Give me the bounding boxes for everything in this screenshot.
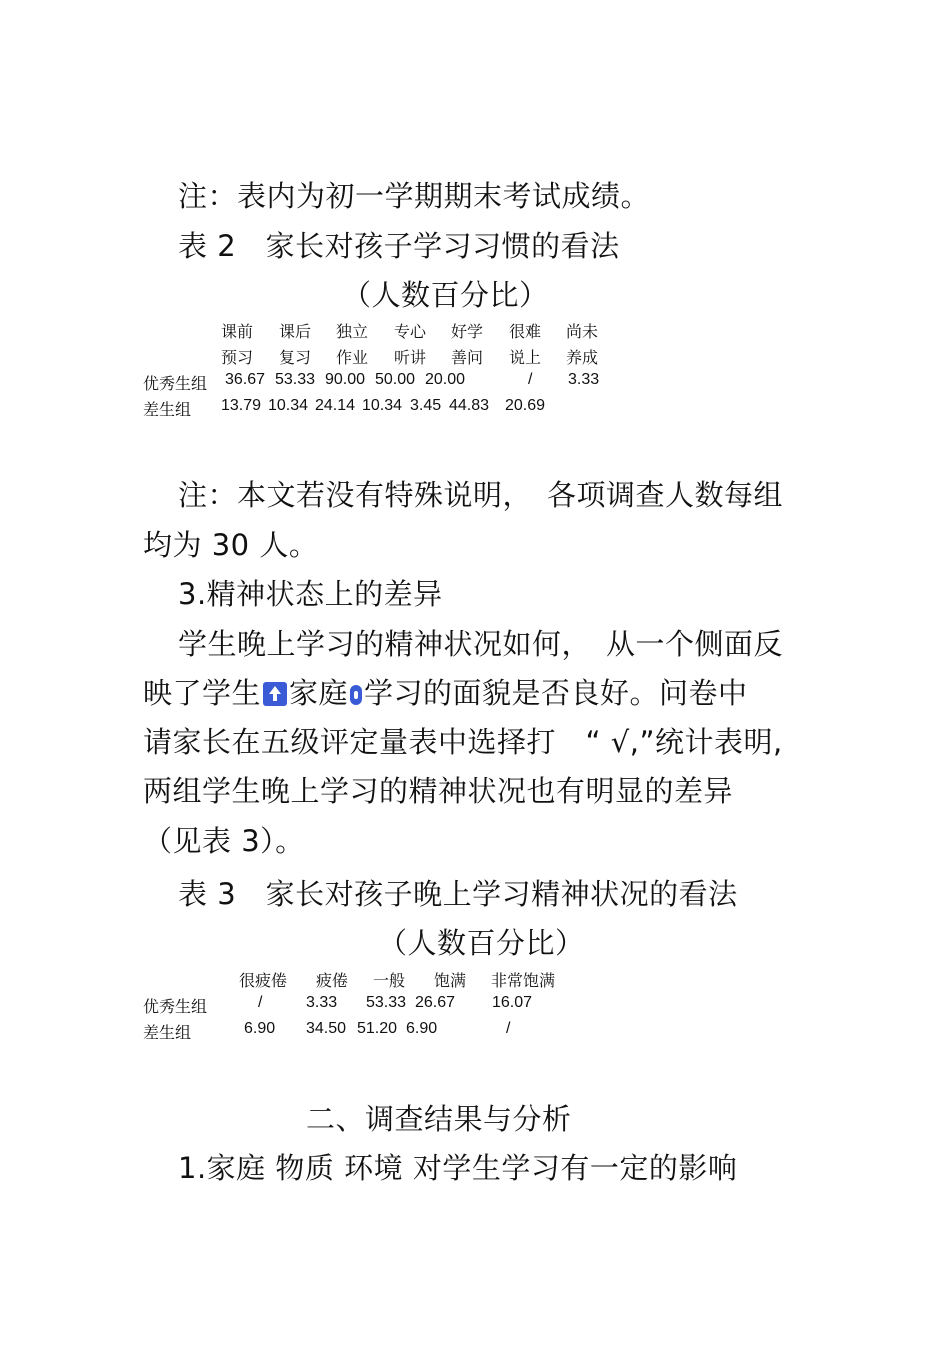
info-icon — [350, 685, 362, 705]
table2-cell: / — [528, 371, 533, 388]
paragraph-fragment: 家庭 — [289, 676, 349, 710]
subsection-1-heading: 1.家庭 物质 环境 对学生学习有一定的影响 — [178, 1151, 738, 1185]
table2-cell: 44.83 — [449, 397, 490, 414]
paragraph-line — [143, 676, 748, 710]
table2-row-label: 差生组 — [143, 400, 192, 419]
table3-cell: 34.50 — [306, 1020, 347, 1037]
table2-header-5-bottom: 善问 — [451, 348, 484, 367]
table2-unit: （人数百分比） — [342, 278, 549, 312]
table3-header: 一般 — [373, 971, 406, 990]
table2-cell: 50.00 — [375, 371, 416, 388]
table2-title: 表 2 家长对孩子学习习惯的看法 — [178, 229, 620, 263]
table2-cell: 3.45 — [410, 397, 442, 414]
table2-cell: 10.34 — [268, 397, 309, 414]
table2-header-5-top: 好学 — [451, 322, 484, 341]
table2-cell: 13.79 — [221, 397, 262, 414]
table2-header-4-bottom: 听讲 — [394, 348, 427, 367]
table2-header-1-bottom: 预习 — [221, 348, 254, 367]
table3-cell: 16.07 — [492, 994, 533, 1011]
table3-cell: / — [506, 1020, 511, 1037]
table2-cell: 20.69 — [505, 397, 546, 414]
table3-cell: 6.90 — [244, 1020, 276, 1037]
note-sample-size-line2: 均为 30 人。 — [143, 528, 319, 562]
table2-row-label: 优秀生组 — [143, 374, 208, 393]
table3-unit: （人数百分比） — [378, 926, 585, 960]
table2-header-3-bottom: 作业 — [336, 348, 369, 367]
table2-header-1-top: 课前 — [221, 322, 254, 341]
table2-cell: 90.00 — [325, 371, 366, 388]
table3-cell: 51.20 — [357, 1020, 398, 1037]
table3-header: 饱满 — [434, 971, 467, 990]
table2-header-7-top: 尚未 — [566, 322, 599, 341]
paragraph-fragment: 映了学生 — [143, 676, 262, 710]
table2-cell: 10.34 — [362, 397, 403, 414]
table3-cell: 3.33 — [306, 994, 338, 1011]
table2-header-4-top: 专心 — [394, 322, 427, 341]
up-arrow-icon — [263, 682, 287, 706]
table3-row-label: 差生组 — [143, 1023, 192, 1042]
table3-row-label: 优秀生组 — [143, 997, 208, 1016]
table2-cell: 3.33 — [568, 371, 600, 388]
table3-header: 疲倦 — [316, 971, 349, 990]
table2-header-3-top: 独立 — [336, 322, 369, 341]
table3-cell: / — [258, 994, 263, 1011]
section-heading: 二、调查结果与分析 — [306, 1102, 572, 1136]
paragraph-line: （见表 3）。 — [143, 824, 305, 858]
table2-cell: 24.14 — [315, 397, 356, 414]
table2-header-6-top: 很难 — [509, 322, 542, 341]
table3-cell: 53.33 — [366, 994, 407, 1011]
section-3-heading: 3.精神状态上的差异 — [178, 577, 443, 611]
table3-title: 表 3 家长对孩子晚上学习精神状况的看法 — [178, 877, 738, 911]
table3-cell: 26.67 — [415, 994, 456, 1011]
table2-cell: 36.67 — [225, 371, 266, 388]
table2-header-7-bottom: 养成 — [566, 348, 599, 367]
table2-header-6-bottom: 说上 — [509, 348, 542, 367]
table2-header-2-top: 课后 — [279, 322, 312, 341]
table2-cell: 20.00 — [425, 371, 466, 388]
table3-cell: 6.90 — [406, 1020, 438, 1037]
paragraph-line: 学生晚上学习的精神状况如何， 从一个侧面反 — [178, 627, 784, 661]
table3-header: 非常饱满 — [491, 971, 556, 990]
table2-header-2-bottom: 复习 — [279, 348, 312, 367]
table2-cell: 53.33 — [275, 371, 316, 388]
paragraph-fragment: 学习的面貌是否良好。问卷中 — [364, 676, 748, 710]
paragraph-line: 请家长在五级评定量表中选择打 “ √,”统计表明, — [143, 725, 783, 759]
table3-header: 很疲倦 — [239, 971, 288, 990]
note-sample-size-line1: 注：本文若没有特殊说明， 各项调查人数每组 — [178, 478, 784, 512]
note-exam-scores: 注：表内为初一学期期末考试成绩。 — [178, 179, 651, 213]
paragraph-line: 两组学生晚上学习的精神状况也有明显的差异 — [143, 774, 734, 808]
